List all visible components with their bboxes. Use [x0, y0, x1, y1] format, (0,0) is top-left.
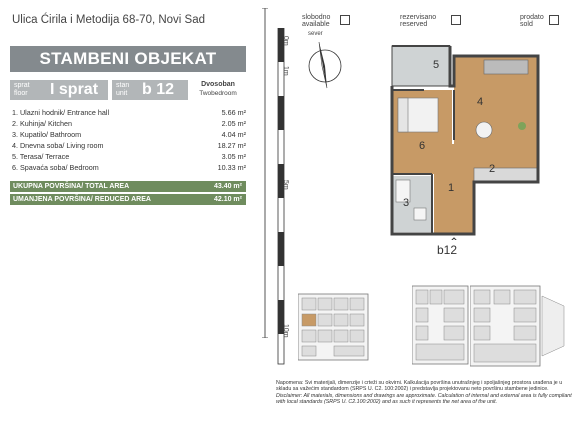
- room-number-2: 2: [489, 163, 496, 175]
- list-item: 3. Kupatilo/ Bathroom 4.04 m²: [12, 130, 246, 139]
- total-area-row: [10, 181, 246, 192]
- floor-value: I sprat: [50, 81, 99, 98]
- unit-type-en: Twobedroom: [199, 90, 237, 97]
- key-plan-left: [298, 280, 378, 368]
- reduced-area-value: 42.10 m²: [213, 196, 242, 203]
- address: Ulica Ćirila i Metodija 68-70, Novi Sad: [12, 14, 206, 26]
- floor-label: sprat: [14, 82, 30, 89]
- page-title: STAMBENI OBJEKAT: [10, 46, 246, 72]
- list-item: 4. Dnevna soba/ Living room 18.27 m²: [12, 141, 246, 150]
- unit-box: [112, 80, 188, 100]
- scale-1m: 1m: [282, 66, 289, 76]
- room-number-6: 6: [419, 140, 426, 152]
- list-item: 5. Terasa/ Terrace 3.05 m²: [12, 152, 246, 161]
- floor-label-en: floor: [14, 90, 28, 97]
- list-item: 6. Spavaća soba/ Bedroom 10.33 m²: [12, 163, 246, 172]
- status-sold: prodato sold: [520, 14, 544, 28]
- scale-5m: 5m: [282, 180, 289, 190]
- note-sr: Napomena: Svi materijali, dimenzije i crteži su okvirni. Kalkulacija površina unutrašnjeg i spoljašnjeg prostora urađena je u skladu sa važećim standardom (SRPS U. C2. 100:2002) i predstavlja projektovanu neto površinu stambene jedinice.: [276, 380, 563, 393]
- room-number-1: 1: [448, 182, 455, 194]
- room-number-5: 5: [433, 59, 440, 71]
- unit-label: stan: [116, 82, 130, 89]
- status-reserved: rezervisano reserved: [400, 14, 437, 28]
- room-number-4: 4: [477, 96, 484, 108]
- list-item: 1. Ulazni hodnik/ Entrance hall 5.66 m²: [12, 108, 246, 117]
- reduced-area-row: [10, 194, 246, 205]
- reduced-area-label: UMANJENA POVRŠINA/ REDUCED AREA: [13, 196, 151, 203]
- floor-box: [10, 80, 108, 100]
- compass-label: sever: [308, 31, 323, 37]
- status-free: slobodno available: [302, 14, 331, 28]
- status-free-checkbox: [340, 15, 350, 25]
- total-area-label: UKUPNA POVRŠINA/ TOTAL AREA: [13, 183, 130, 190]
- floor-plan: [384, 44, 544, 240]
- unit-type: Dvosoban: [201, 81, 235, 88]
- compass-icon: [305, 36, 345, 96]
- disclaimer-note: [276, 380, 576, 405]
- list-item: 2. Kuhinja/ Kitchen 2.05 m²: [12, 119, 246, 128]
- key-plan-right: [412, 276, 472, 368]
- scale-10m: 10m: [282, 324, 289, 338]
- unit-plan-label: b12: [437, 243, 458, 257]
- unit-label-en: unit: [116, 90, 128, 97]
- scale-0m: 0m: [282, 36, 289, 46]
- note-en: Disclaimer: All materials, dimensions and drawings are approximate. Calculation of internal and external area is fully compliant with local standards (SRPS U. C2.100:2002) and as such it represents the net area of the unit.: [276, 392, 572, 405]
- room-number-3: 3: [403, 197, 410, 209]
- scale-bar: [276, 28, 286, 366]
- total-area-value: 43.40 m²: [213, 183, 242, 190]
- divider: [262, 8, 268, 338]
- status-reserved-checkbox: [451, 15, 461, 25]
- status-sold-checkbox: [549, 15, 559, 25]
- key-plan-far-right: [470, 276, 570, 372]
- unit-value: b 12: [142, 81, 175, 98]
